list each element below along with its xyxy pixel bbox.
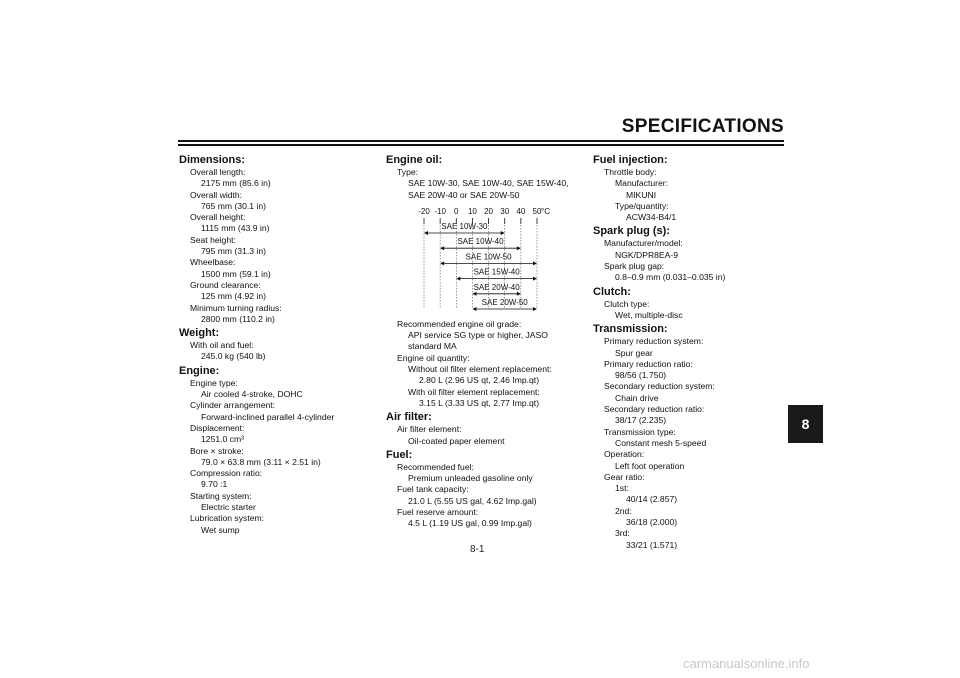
header-rule-top	[178, 140, 784, 142]
page-title: SPECIFICATIONS	[621, 116, 784, 137]
viscosity-bar	[440, 252, 537, 265]
range-arrow	[501, 231, 505, 235]
spec-label: Clutch type:	[604, 298, 650, 309]
spec-label: Engine type:	[190, 377, 238, 388]
spec-value: Without oil filter element replacement:	[408, 364, 552, 375]
spec-label: Fuel tank capacity:	[397, 484, 469, 495]
spec-label: Cylinder arrangement:	[190, 400, 276, 411]
spec-value: 795 mm (31.3 in)	[201, 246, 266, 257]
spec-label: Overall height:	[190, 212, 246, 223]
spec-value: Forward-inclined parallel 4-cylinder	[201, 411, 335, 422]
range-arrow	[533, 307, 537, 311]
range-arrow	[533, 261, 537, 265]
spec-value: With oil filter element replacement:	[408, 386, 540, 397]
spec-label: Operation:	[604, 449, 645, 460]
series-label: SAE 10W-50	[465, 252, 512, 262]
spec-value: Oil-coated paper element	[408, 435, 505, 446]
spec-label: Displacement:	[190, 422, 245, 433]
spec-label: Wheelbase:	[190, 257, 236, 268]
spec-value: Type/quantity:	[615, 200, 669, 211]
spec-label: Manufacturer/model:	[604, 238, 683, 249]
section-heading: Spark plug (s):	[593, 225, 671, 238]
section-heading: Clutch:	[593, 285, 631, 298]
spec-value: 1500 mm (59.1 in)	[201, 268, 271, 279]
engine-oil-section	[386, 153, 586, 201]
spec-value: 1115 mm (43.9 in)	[201, 223, 270, 234]
engine-oil-details	[386, 319, 586, 530]
tick-label: 30	[500, 206, 510, 216]
spec-label: Starting system:	[190, 490, 252, 501]
spec-value: 40/14 (2.857)	[626, 494, 678, 505]
spec-value: Constant mesh 5-speed	[615, 437, 707, 448]
spec-value: Spur gear	[615, 347, 653, 358]
spec-value: Premium unleaded gasoline only	[408, 473, 533, 484]
tick-label: 0	[454, 206, 459, 216]
section-heading: Fuel injection:	[593, 154, 668, 166]
spec-value: Chain drive	[615, 392, 659, 403]
spec-value: 2.80 L (2.96 US qt, 2.46 Imp.qt)	[419, 375, 540, 386]
spec-value: 2nd:	[615, 505, 632, 516]
spec-value: 0.8–0.9 mm (0.031–0.035 in)	[615, 272, 726, 283]
spec-label: Recommended engine oil grade:	[397, 318, 522, 329]
spec-value: Wet, multiple-disc	[615, 309, 683, 320]
spec-label: Bore × stroke:	[190, 445, 244, 456]
spec-value: MIKUNI	[626, 189, 657, 200]
tick-label: 10	[467, 206, 477, 216]
spec-label: Seat height:	[190, 234, 236, 245]
spec-value: ACW34-B4/1	[626, 212, 677, 223]
series-label: SAE 20W-40	[473, 282, 520, 292]
spec-value: 1st:	[615, 483, 629, 494]
viscosity-bar	[440, 237, 521, 250]
range-arrow	[517, 246, 521, 250]
viscosity-bar	[424, 222, 505, 235]
spec-value: 245.0 kg (540 lb)	[201, 351, 266, 362]
viscosity-bar	[472, 298, 537, 311]
spec-label: Type:	[397, 167, 419, 177]
tick-label: -10	[434, 206, 446, 216]
spec-label: Overall width:	[190, 189, 243, 200]
column-2	[386, 152, 586, 530]
spec-label: Secondary reduction system:	[604, 381, 715, 392]
section-heading: Air filter:	[386, 411, 432, 424]
watermark: carmanualsonline.info	[683, 656, 810, 671]
spec-label: Gear ratio:	[604, 471, 645, 482]
spec-value: 9.70 :1	[201, 479, 228, 490]
spec-value: Left foot operation	[615, 460, 685, 471]
spec-label: Transmission type:	[604, 426, 676, 437]
spec-value: SAE 20W-40 or SAE 20W-50	[408, 189, 520, 200]
spec-label: Recommended fuel:	[397, 461, 474, 472]
range-arrow	[533, 276, 537, 280]
spec-label: Fuel reserve amount:	[397, 507, 479, 518]
spec-value: 98/56 (1.750)	[615, 370, 667, 381]
spec-value: SAE 10W-30, SAE 10W-40, SAE 15W-40,	[408, 178, 569, 189]
spec-value: Wet sump	[201, 524, 240, 535]
range-arrow	[472, 292, 476, 296]
section-heading: Transmission:	[593, 323, 668, 336]
spec-label: Minimum turning radius:	[190, 302, 282, 313]
section-heading: Engine:	[179, 364, 220, 377]
series-label: SAE 10W-30	[441, 221, 488, 231]
spec-value: 38/17 (2.235)	[615, 415, 667, 426]
spec-value: 79.0 × 63.8 mm (3.11 × 2.51 in)	[201, 456, 321, 467]
spec-value: NGK/DPR8EA-9	[615, 249, 679, 260]
column-1	[179, 152, 379, 536]
oil-viscosity-chart	[394, 205, 564, 315]
header-rule-bottom	[178, 144, 784, 146]
series-label: SAE 10W-40	[457, 237, 504, 247]
spec-value: 1251.0 cm³	[201, 434, 244, 445]
spec-label: Compression ratio:	[190, 468, 263, 479]
spec-label: Ground clearance:	[190, 279, 261, 290]
tick-label: -20	[418, 206, 430, 216]
page-number: 8-1	[470, 544, 485, 555]
spec-label: Throttle body:	[604, 167, 657, 177]
spec-label: Engine oil quantity:	[397, 352, 470, 363]
section-heading: Engine oil:	[386, 154, 443, 166]
spec-value: 3rd:	[615, 528, 630, 539]
section-heading: Weight:	[179, 327, 220, 340]
spec-value: 3.15 L (3.33 US qt, 2.77 Imp.qt)	[419, 397, 540, 408]
spec-value: 21.0 L (5.55 US gal, 4.62 Imp.gal)	[408, 495, 537, 506]
spec-label: Overall length:	[190, 167, 246, 177]
range-arrow	[440, 246, 444, 250]
spec-value: standard MA	[408, 341, 457, 352]
range-arrow	[517, 292, 521, 296]
spec-label: Air filter element:	[397, 424, 462, 435]
spec-label: Spark plug gap:	[604, 261, 665, 272]
spec-label: Lubrication system:	[190, 513, 265, 524]
tick-label: 20	[484, 206, 494, 216]
spec-value: 2800 mm (110.2 in)	[201, 313, 275, 324]
spec-value: 2175 mm (85.6 in)	[201, 178, 271, 189]
viscosity-bar	[472, 283, 520, 296]
range-arrow	[472, 307, 476, 311]
spec-value: 36/18 (2.000)	[626, 517, 678, 528]
spec-value: Manufacturer:	[615, 178, 669, 189]
spec-value: 33/21 (1.571)	[626, 539, 678, 550]
range-arrow	[456, 276, 460, 280]
tick-label: 40	[516, 206, 526, 216]
spec-label: Primary reduction system:	[604, 336, 704, 347]
spec-label: Primary reduction ratio:	[604, 358, 693, 369]
series-label: SAE 20W-50	[481, 297, 528, 307]
chapter-tab: 8	[788, 405, 823, 443]
unit-label: °C	[541, 206, 550, 216]
spec-label: With oil and fuel:	[190, 340, 254, 351]
spec-value: Air cooled 4-stroke, DOHC	[201, 389, 303, 400]
spec-value: 125 mm (4.92 in)	[201, 291, 266, 302]
spec-value: 765 mm (30.1 in)	[201, 200, 266, 211]
tick-label: 50	[532, 206, 542, 216]
viscosity-bar	[456, 267, 537, 280]
series-label: SAE 15W-40	[473, 267, 520, 277]
spec-value: 4.5 L (1.19 US gal, 0.99 Imp.gal)	[408, 518, 532, 529]
spec-label: Secondary reduction ratio:	[604, 404, 705, 415]
range-arrow	[440, 261, 444, 265]
column-3	[593, 152, 788, 551]
section-heading: Fuel:	[386, 448, 413, 461]
spec-value: Electric starter	[201, 502, 256, 513]
range-arrow	[424, 231, 428, 235]
section-heading: Dimensions:	[179, 154, 246, 166]
spec-value: API service SG type or higher, JASO	[408, 330, 548, 341]
